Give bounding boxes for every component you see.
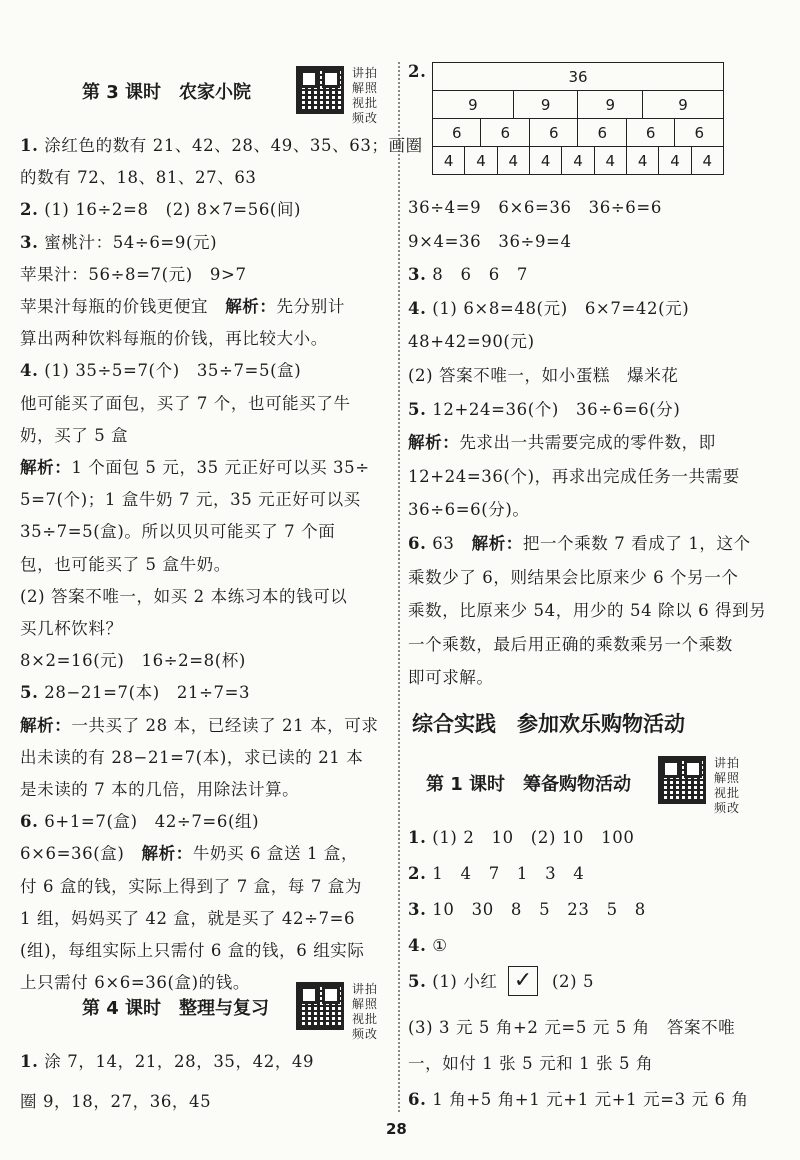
answer-text: 苹果汁：56÷8=7(元) 9>7 [20, 264, 247, 284]
answer-line [408, 635, 733, 656]
analysis-label: 解析： [20, 458, 72, 477]
tape-cell: 4 [465, 147, 497, 175]
answer-text: 包，也可能买了 5 盒牛奶。 [20, 554, 231, 574]
answer-line [20, 426, 128, 447]
answer-line [20, 490, 361, 511]
unit-title: 综合实践 参加欢乐购物活动 [412, 712, 685, 736]
answer-text: 上只需付 6×6=36(盒)的钱。 [20, 973, 250, 993]
question-number: 3. [20, 232, 39, 252]
answer-text: 涂红色的数有 21、42、28、49、35、63；画圈 [44, 136, 423, 155]
answer-line [20, 877, 362, 898]
question-number: 3. [408, 900, 427, 919]
answer-text: ① [432, 936, 448, 955]
answer-text: 5=7(个)；1 盒牛奶 7 元，35 元正好可以买 [20, 490, 361, 510]
tape-row [433, 91, 724, 119]
tape-row [433, 147, 724, 175]
answer-line [408, 400, 680, 421]
question-number: 1. [20, 1052, 39, 1071]
tape-cell: 4 [529, 147, 561, 175]
answer-line [408, 568, 738, 589]
question-number: 2. [408, 62, 427, 81]
answer-line [408, 1018, 735, 1039]
answer-line [20, 265, 247, 286]
answer-line [20, 683, 250, 704]
answer-text: 63 [432, 534, 472, 553]
question-number: 6. [408, 534, 427, 553]
answer-text: (2) 5 [552, 972, 595, 991]
answer-text: 付 6 盒的钱，实际上得到了 7 盒，每 7 盒为 [20, 876, 362, 896]
tape-cell: 4 [659, 147, 691, 175]
answer-line [20, 136, 423, 157]
question-number: 4. [408, 298, 427, 318]
tape-cell: 6 [675, 119, 724, 147]
lesson4-title: 第 4 课时 整理与复习 [82, 998, 270, 1019]
qr-code-icon[interactable] [296, 66, 344, 114]
answer-text: 是未读的 7 本的几倍，用除法计算。 [20, 780, 300, 799]
question-number: 6. [20, 812, 39, 832]
tape-cell: 9 [578, 91, 643, 119]
answer-line [408, 232, 572, 253]
answer-line [408, 1090, 749, 1111]
question-number: 6. [408, 1090, 427, 1109]
qr-code-icon[interactable] [658, 756, 706, 804]
answer-text: 48+42=90(元) [408, 332, 535, 352]
answer-text: 8 6 6 7 [432, 265, 528, 285]
answer-line [20, 716, 378, 737]
answer-line [408, 299, 689, 320]
answer-text: 28−21=7(本) 21÷7=3 [44, 683, 251, 703]
answer-line [408, 467, 740, 488]
answer-line [20, 780, 299, 801]
answer-text: 1 角+5 角+1 元+1 元+1 元=3 元 6 角 [432, 1090, 749, 1109]
answer-text: 买几杯饮料？ [20, 619, 123, 638]
qr-caption: 讲拍 解照 视批 频改 [352, 66, 379, 125]
answer-text: 6+1=7(盒) 42÷7=6(组) [44, 812, 260, 832]
answer-line [408, 500, 530, 521]
answer-line [20, 297, 345, 318]
answer-text: 出未读的有 28−21=7(本)，求已读的 21 本 [20, 747, 364, 767]
answer-text: 苹果汁每瓶的价钱更便宜 [20, 297, 226, 316]
answer-line [20, 812, 259, 833]
answer-text: 涂 7，14，21，28，35，42，49 [44, 1052, 315, 1071]
answer-line [408, 433, 716, 454]
answer-text: 圈 9，18，27，36，45 [20, 1092, 212, 1111]
answer-line [20, 361, 301, 382]
answer-line [408, 1054, 653, 1075]
question-number: 4. [408, 936, 427, 955]
analysis-label: 解析： [20, 715, 72, 735]
tape-cell: 4 [497, 147, 529, 175]
answer-line [20, 909, 355, 930]
answer-text: (1) 6×8=48(元) 6×7=42(元) [432, 298, 690, 318]
tape-cell: 6 [481, 119, 530, 147]
check-box[interactable]: ✓ [508, 966, 538, 996]
answer-text: 即可求解。 [408, 668, 494, 688]
lesson3-title: 第 3 课时 农家小院 [82, 82, 252, 103]
answer-text: 35÷7=5(盒)。所以贝贝可能买了 7 个面 [20, 522, 336, 542]
analysis-label: 解析： [141, 844, 193, 864]
answer-text: (1) 16÷2=8 (2) 8×7=56(间) [44, 200, 302, 220]
answer-line [20, 329, 328, 350]
qr-code-icon[interactable] [296, 982, 344, 1030]
question-number: 1. [20, 136, 39, 155]
tape-row [433, 119, 724, 147]
answer-text: 的数有 72、18、81、27、63 [20, 168, 257, 188]
tape-cell: 6 [529, 119, 577, 147]
answer-text: 算出两种饮料每瓶的价钱，再比较大小。 [20, 329, 328, 349]
answer-text: (1) 35÷5=7(个) 35÷7=5(盒) [44, 361, 302, 381]
answer-line [20, 619, 123, 640]
answer-line [20, 233, 217, 254]
answer-text: 1 组，妈妈买了 42 盒，就是买了 42÷7=6 [20, 908, 356, 928]
answer-line [408, 936, 448, 957]
column-divider [398, 62, 400, 1112]
analysis-label: 解析： [408, 433, 460, 453]
answer-line [408, 668, 494, 689]
answer-text: 牛奶买 6 盒送 1 盒， [192, 844, 359, 864]
lesson1-title: 第 1 课时 筹备购物活动 [426, 774, 632, 795]
tape-cell: 4 [691, 147, 723, 175]
answer-text: 一个乘数，最后用正确的乘数乘另一个乘数 [408, 634, 733, 654]
answer-line [20, 522, 335, 543]
tape-cell: 6 [433, 119, 481, 147]
answer-text: 乘数少了 6，则结果会比原来少 6 个另一个 [408, 567, 739, 587]
answer-text: 1 个面包 5 元，35 元正好可以买 35÷ [71, 458, 370, 477]
answer-line [20, 748, 363, 769]
answer-text: 先分别计 [276, 297, 345, 316]
answer-line [408, 265, 528, 286]
answer-text: 12+24=36(个) 36÷6=6(分) [432, 399, 681, 419]
answer-line [408, 900, 646, 921]
tape-cell: 9 [433, 91, 514, 119]
answer-text: 36÷4=9 6×6=36 36÷6=6 [408, 198, 662, 217]
question-number: 3. [408, 265, 427, 285]
answer-line [20, 200, 301, 221]
answer-line [20, 1092, 211, 1113]
answer-text: 先求出一共需要完成的零件数，即 [459, 433, 716, 453]
tape-cell: 9 [513, 91, 578, 119]
tape-cell: 36 [433, 63, 724, 91]
question-number: 5. [408, 399, 427, 419]
question-number: 2. [20, 200, 39, 220]
answer-text: 一，如付 1 张 5 元和 1 张 5 角 [408, 1054, 654, 1073]
question-number: 1. [408, 828, 427, 847]
tape-cell: 4 [594, 147, 626, 175]
answer-text: 蜜桃汁：54÷6=9(元) [44, 232, 218, 252]
answer-line [20, 973, 250, 994]
qr-caption: 讲拍 解照 视批 频改 [352, 982, 379, 1041]
answer-line [408, 332, 535, 353]
question-number: 4. [20, 361, 39, 381]
tape-diagram [432, 62, 724, 175]
tape-cell: 4 [433, 147, 465, 175]
tape-cell: 4 [562, 147, 594, 175]
answer-text: 1 4 7 1 3 4 [432, 864, 585, 883]
tape-cell: 6 [626, 119, 674, 147]
answer-line [20, 555, 231, 576]
answer-text: (3) 3 元 5 角+2 元=5 元 5 角 答案不唯 [408, 1018, 736, 1037]
answer-text: 8×2=16(元) 16÷2=8(杯) [20, 651, 246, 671]
answer-text: (2) 答案不唯一，如买 2 本练习本的钱可以 [20, 586, 348, 606]
qr-caption: 讲拍 解照 视批 频改 [714, 756, 741, 815]
answer-text: 36÷6=6(分)。 [408, 500, 530, 520]
answer-text: 一共买了 28 本，已经读了 21 本，可求 [71, 715, 379, 735]
answer-text: 奶，买了 5 盒 [20, 425, 129, 445]
answer-line [20, 1052, 314, 1073]
answer-text: 乘数，比原来少 54，用少的 54 除以 6 得到另 [408, 601, 767, 621]
answer-line [20, 844, 358, 865]
answer-line [408, 366, 678, 387]
answer-text: 6×6=36(盒) [20, 844, 142, 864]
answer-line [20, 941, 365, 962]
answer-text: 12+24=36(个)，再求出完成任务一共需要 [408, 466, 740, 486]
answer-line [408, 828, 634, 849]
analysis-label: 解析： [471, 534, 523, 553]
answer-text: (1) 小红 [432, 972, 498, 991]
answer-line [408, 534, 751, 555]
answer-line [408, 198, 662, 219]
tape-cell: 9 [643, 91, 724, 119]
answer-line [20, 651, 246, 672]
question-number: 5. [20, 683, 39, 703]
answer-line [408, 864, 584, 885]
answer-line [20, 458, 370, 479]
answer-text: (1) 2 10 (2) 10 100 [432, 828, 635, 847]
tape-row [433, 63, 724, 91]
question-number: 2. [408, 864, 427, 883]
answer-text: 10 30 8 5 23 5 8 [432, 900, 646, 919]
answer-text: (组)，每组实际上只需付 6 盒的钱，6 组实际 [20, 941, 365, 960]
answer-line [20, 587, 347, 608]
tape-cell: 6 [578, 119, 627, 147]
answer-text: 他可能买了面包，买了 7 个，也可能买了牛 [20, 393, 351, 413]
answer-text: (2) 答案不唯一，如小蛋糕 爆米花 [408, 366, 679, 385]
page-number: 28 [386, 1120, 407, 1138]
answer-line [20, 394, 351, 415]
analysis-label: 解析： [225, 297, 277, 316]
question-5-line [408, 972, 498, 993]
answer-text: 把一个乘数 7 看成了 1，这个 [522, 534, 751, 553]
tape-cell: 4 [626, 147, 658, 175]
answer-text: 9×4=36 36÷9=4 [408, 231, 572, 251]
answer-line [408, 601, 766, 622]
question-number: 5. [408, 972, 427, 991]
answer-line [20, 168, 257, 189]
